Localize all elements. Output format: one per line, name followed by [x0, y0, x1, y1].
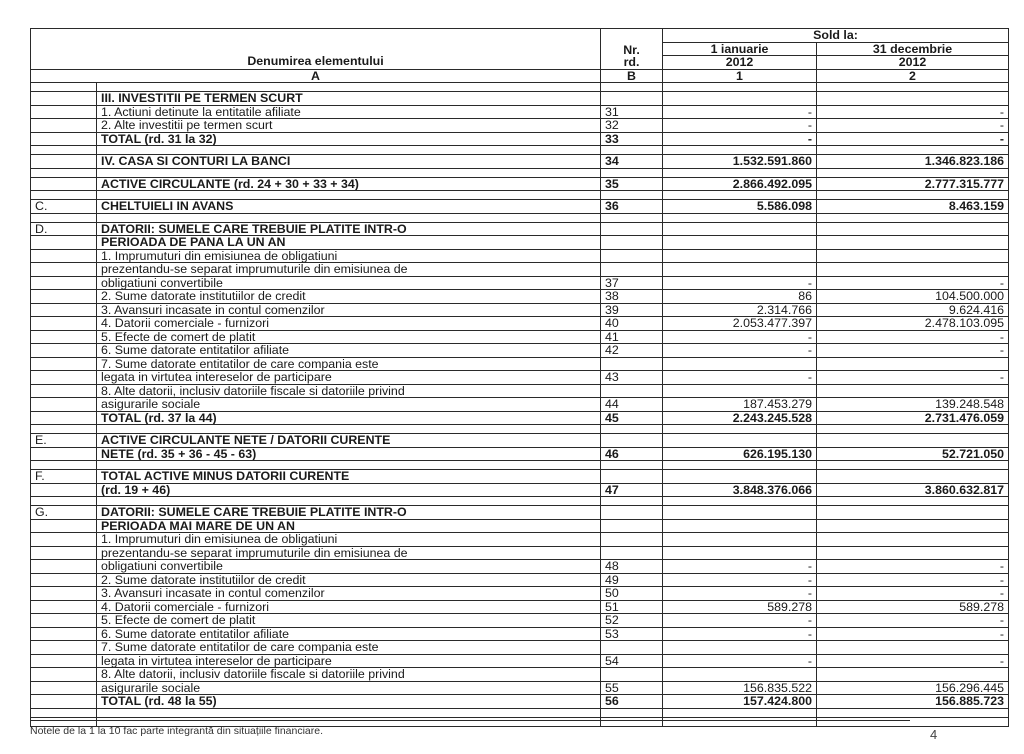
row-value-2: -: [817, 587, 1009, 601]
row-nr: 47: [601, 483, 663, 497]
balance-table: [30, 28, 1009, 727]
row-value-2: 2.731.476.059: [817, 411, 1009, 425]
row-value-2: -: [817, 119, 1009, 133]
row-value-1: 2.243.245.528: [663, 411, 817, 425]
row-label: ACTIVE CIRCULANTE NETE / DATORII CURENTE: [97, 434, 601, 448]
row-value-1: -: [663, 614, 817, 628]
row-value-2: 104.500.000: [817, 290, 1009, 304]
section-letter: C.: [31, 200, 97, 214]
row-value-2: -: [817, 132, 1009, 146]
row-value-1: 626.195.130: [663, 447, 817, 461]
table-row: [31, 573, 1009, 587]
nr-label: Nr.: [623, 42, 640, 57]
row-nr: 42: [601, 344, 663, 358]
footer-note: Notele de la 1 la 10 fac parte integrantă din situațiile financiare.: [30, 725, 324, 737]
row-value-1: 157.424.800: [663, 695, 817, 709]
row-nr: 48: [601, 560, 663, 574]
row-label: PERIOADA MAI MARE DE UN AN: [97, 519, 601, 533]
row-value-1: -: [663, 573, 817, 587]
row-value-2: 139.248.548: [817, 398, 1009, 412]
idx-1: 1: [663, 69, 817, 83]
letter-b: B: [601, 69, 663, 83]
col2-header-line2: 2012: [817, 56, 1009, 70]
row-value-2: 2.478.103.095: [817, 317, 1009, 331]
denumirea-header: Denumirea elementului: [31, 29, 601, 70]
row-value-1: -: [663, 560, 817, 574]
row-label: 5. Efecte de comert de platit: [97, 330, 601, 344]
row-label: 3. Avansuri incasate in contul comenzilor: [97, 303, 601, 317]
row-label: legata in virtutea intereselor de participare: [97, 371, 601, 385]
row-label: 2. Alte investitii pe termen scurt: [97, 119, 601, 133]
table-row: [31, 641, 1009, 655]
table-row: [31, 533, 1009, 547]
sold-la-header: Sold la:: [663, 29, 1009, 43]
row-value-2: -: [817, 330, 1009, 344]
table-row: [31, 155, 1009, 169]
row-value-1: 2.866.492.095: [663, 177, 817, 191]
row-nr: 54: [601, 654, 663, 668]
row-value-2: 589.278: [817, 600, 1009, 614]
row-value-2: 3.860.632.817: [817, 483, 1009, 497]
row-label: asigurarile sociale: [97, 398, 601, 412]
row-value-1: 589.278: [663, 600, 817, 614]
table-row: [31, 411, 1009, 425]
row-label: TOTAL ACTIVE MINUS DATORII CURENTE: [97, 470, 601, 484]
page-number: 4: [930, 727, 938, 742]
table-row: [31, 614, 1009, 628]
section-letter: G.: [31, 506, 97, 520]
table-row: [31, 627, 1009, 641]
row-nr: 36: [601, 200, 663, 214]
row-nr: 56: [601, 695, 663, 709]
table-row: [31, 470, 1009, 484]
nr-rd-header: [601, 29, 663, 70]
row-value-2: 9.624.416: [817, 303, 1009, 317]
row-value-2: -: [817, 105, 1009, 119]
row-label: 2. Sume datorate institutiilor de credit: [97, 573, 601, 587]
row-label: 7. Sume datorate entitatilor de care compania este: [97, 641, 601, 655]
table-row: [31, 668, 1009, 682]
row-value-1: -: [663, 587, 817, 601]
table-row: [31, 200, 1009, 214]
row-label: DATORII: SUMELE CARE TREBUIE PLATITE INTR-O: [97, 222, 601, 236]
table-row: [31, 92, 1009, 106]
col1-header-line2: 2012: [663, 56, 817, 70]
row-value-1: -: [663, 627, 817, 641]
rd-label: rd.: [623, 55, 640, 69]
table-row: [31, 695, 1009, 709]
table-row: [31, 303, 1009, 317]
row-label: ACTIVE CIRCULANTE (rd. 24 + 30 + 33 + 34): [97, 177, 601, 191]
row-value-2: 52.721.050: [817, 447, 1009, 461]
row-nr: 43: [601, 371, 663, 385]
row-nr: 50: [601, 587, 663, 601]
row-value-1: -: [663, 654, 817, 668]
row-nr: 39: [601, 303, 663, 317]
row-label: obligatiuni convertibile: [97, 560, 601, 574]
row-label: prezentandu-se separat imprumuturile din emisiunea de: [97, 263, 601, 277]
row-value-1: 3.848.376.066: [663, 483, 817, 497]
row-value-2: 8.463.159: [817, 200, 1009, 214]
row-label: PERIOADA DE PANA LA UN AN: [97, 236, 601, 250]
table-row: [31, 177, 1009, 191]
row-value-2: -: [817, 654, 1009, 668]
row-value-2: -: [817, 344, 1009, 358]
row-value-1: 86: [663, 290, 817, 304]
letter-row: [31, 69, 1009, 83]
row-value-1: 1.532.591.860: [663, 155, 817, 169]
row-label: CHELTUIELI IN AVANS: [97, 200, 601, 214]
idx-2: 2: [817, 69, 1009, 83]
section-letter: E.: [31, 434, 97, 448]
row-value-2: 156.885.723: [817, 695, 1009, 709]
row-nr: 53: [601, 627, 663, 641]
row-value-1: -: [663, 276, 817, 290]
row-label: obligatiuni convertibile: [97, 276, 601, 290]
row-label: prezentandu-se separat imprumuturile din emisiunea de: [97, 546, 601, 560]
row-label: asigurarile sociale: [97, 681, 601, 695]
row-label: 5. Efecte de comert de platit: [97, 614, 601, 628]
row-nr: 33: [601, 132, 663, 146]
row-value-1: -: [663, 119, 817, 133]
row-label: (rd. 19 + 46): [97, 483, 601, 497]
row-label: legata in virtutea intereselor de participare: [97, 654, 601, 668]
letter-a: A: [31, 69, 601, 83]
row-value-2: -: [817, 371, 1009, 385]
table-row: [31, 105, 1009, 119]
row-value-1: 156.835.522: [663, 681, 817, 695]
row-value-2: -: [817, 614, 1009, 628]
row-label: 4. Datorii comerciale - furnizori: [97, 317, 601, 331]
row-label: TOTAL (rd. 37 la 44): [97, 411, 601, 425]
row-value-1: 2.053.477.397: [663, 317, 817, 331]
row-nr: 49: [601, 573, 663, 587]
row-nr: 55: [601, 681, 663, 695]
row-nr: 41: [601, 330, 663, 344]
row-value-2: 156.296.445: [817, 681, 1009, 695]
row-value-1: 5.586.098: [663, 200, 817, 214]
row-nr: 44: [601, 398, 663, 412]
row-nr: 46: [601, 447, 663, 461]
table-row: [31, 357, 1009, 371]
row-value-2: -: [817, 276, 1009, 290]
row-label: TOTAL (rd. 31 la 32): [97, 132, 601, 146]
row-label: TOTAL (rd. 48 la 55): [97, 695, 601, 709]
row-nr: 45: [601, 411, 663, 425]
col1-header-line1: 1 ianuarie: [663, 42, 817, 56]
table-row: [31, 132, 1009, 146]
row-nr: 52: [601, 614, 663, 628]
row-value-2: -: [817, 560, 1009, 574]
row-nr: 37: [601, 276, 663, 290]
section-letter: D.: [31, 222, 97, 236]
row-label: 8. Alte datorii, inclusiv datoriile fiscale si datoriile privind: [97, 384, 601, 398]
row-nr: 34: [601, 155, 663, 169]
table-row: [31, 222, 1009, 236]
table-row: [31, 119, 1009, 133]
row-value-2: 1.346.823.186: [817, 155, 1009, 169]
row-nr: 35: [601, 177, 663, 191]
row-label: III. INVESTITII PE TERMEN SCURT: [97, 92, 601, 106]
row-label: 1. Imprumuturi din emisiunea de obligatiuni: [97, 533, 601, 547]
row-value-1: 187.453.279: [663, 398, 817, 412]
footer-divider: [30, 720, 910, 721]
table-row: [31, 249, 1009, 263]
header-row-1: [31, 29, 1009, 43]
table-row: [31, 506, 1009, 520]
row-nr: 38: [601, 290, 663, 304]
table-row: [31, 330, 1009, 344]
table-row: [31, 587, 1009, 601]
row-label: 3. Avansuri incasate in contul comenzilor: [97, 587, 601, 601]
row-value-2: 2.777.315.777: [817, 177, 1009, 191]
row-label: 2. Sume datorate institutiilor de credit: [97, 290, 601, 304]
row-nr: 40: [601, 317, 663, 331]
row-value-1: 2.314.766: [663, 303, 817, 317]
table-row: [31, 384, 1009, 398]
table-row: [31, 290, 1009, 304]
row-label: 6. Sume datorate entitatilor afiliate: [97, 344, 601, 358]
row-label: 1. Actiuni detinute la entitatile afiliate: [97, 105, 601, 119]
col2-header-line1: 31 decembrie: [817, 42, 1009, 56]
table-row: [31, 344, 1009, 358]
row-nr: 51: [601, 600, 663, 614]
row-value-1: -: [663, 330, 817, 344]
row-label: DATORII: SUMELE CARE TREBUIE PLATITE INTR-O: [97, 506, 601, 520]
row-value-2: -: [817, 627, 1009, 641]
section-letter: F.: [31, 470, 97, 484]
row-value-1: -: [663, 371, 817, 385]
row-label: 8. Alte datorii, inclusiv datoriile fiscale si datoriile privind: [97, 668, 601, 682]
table-row: [31, 434, 1009, 448]
balance-sheet: [30, 28, 1008, 727]
row-value-2: -: [817, 573, 1009, 587]
row-nr: 32: [601, 119, 663, 133]
row-label: 6. Sume datorate entitatilor afiliate: [97, 627, 601, 641]
row-value-1: -: [663, 132, 817, 146]
row-value-1: -: [663, 105, 817, 119]
row-label: NETE (rd. 35 + 36 - 45 - 63): [97, 447, 601, 461]
row-label: 4. Datorii comerciale - furnizori: [97, 600, 601, 614]
row-nr: 31: [601, 105, 663, 119]
table-row: [31, 317, 1009, 331]
table-row: [31, 600, 1009, 614]
row-label: 1. Imprumuturi din emisiunea de obligatiuni: [97, 249, 601, 263]
row-value-1: -: [663, 344, 817, 358]
row-label: 7. Sume datorate entitatilor de care compania este: [97, 357, 601, 371]
row-label: IV. CASA SI CONTURI LA BANCI: [97, 155, 601, 169]
